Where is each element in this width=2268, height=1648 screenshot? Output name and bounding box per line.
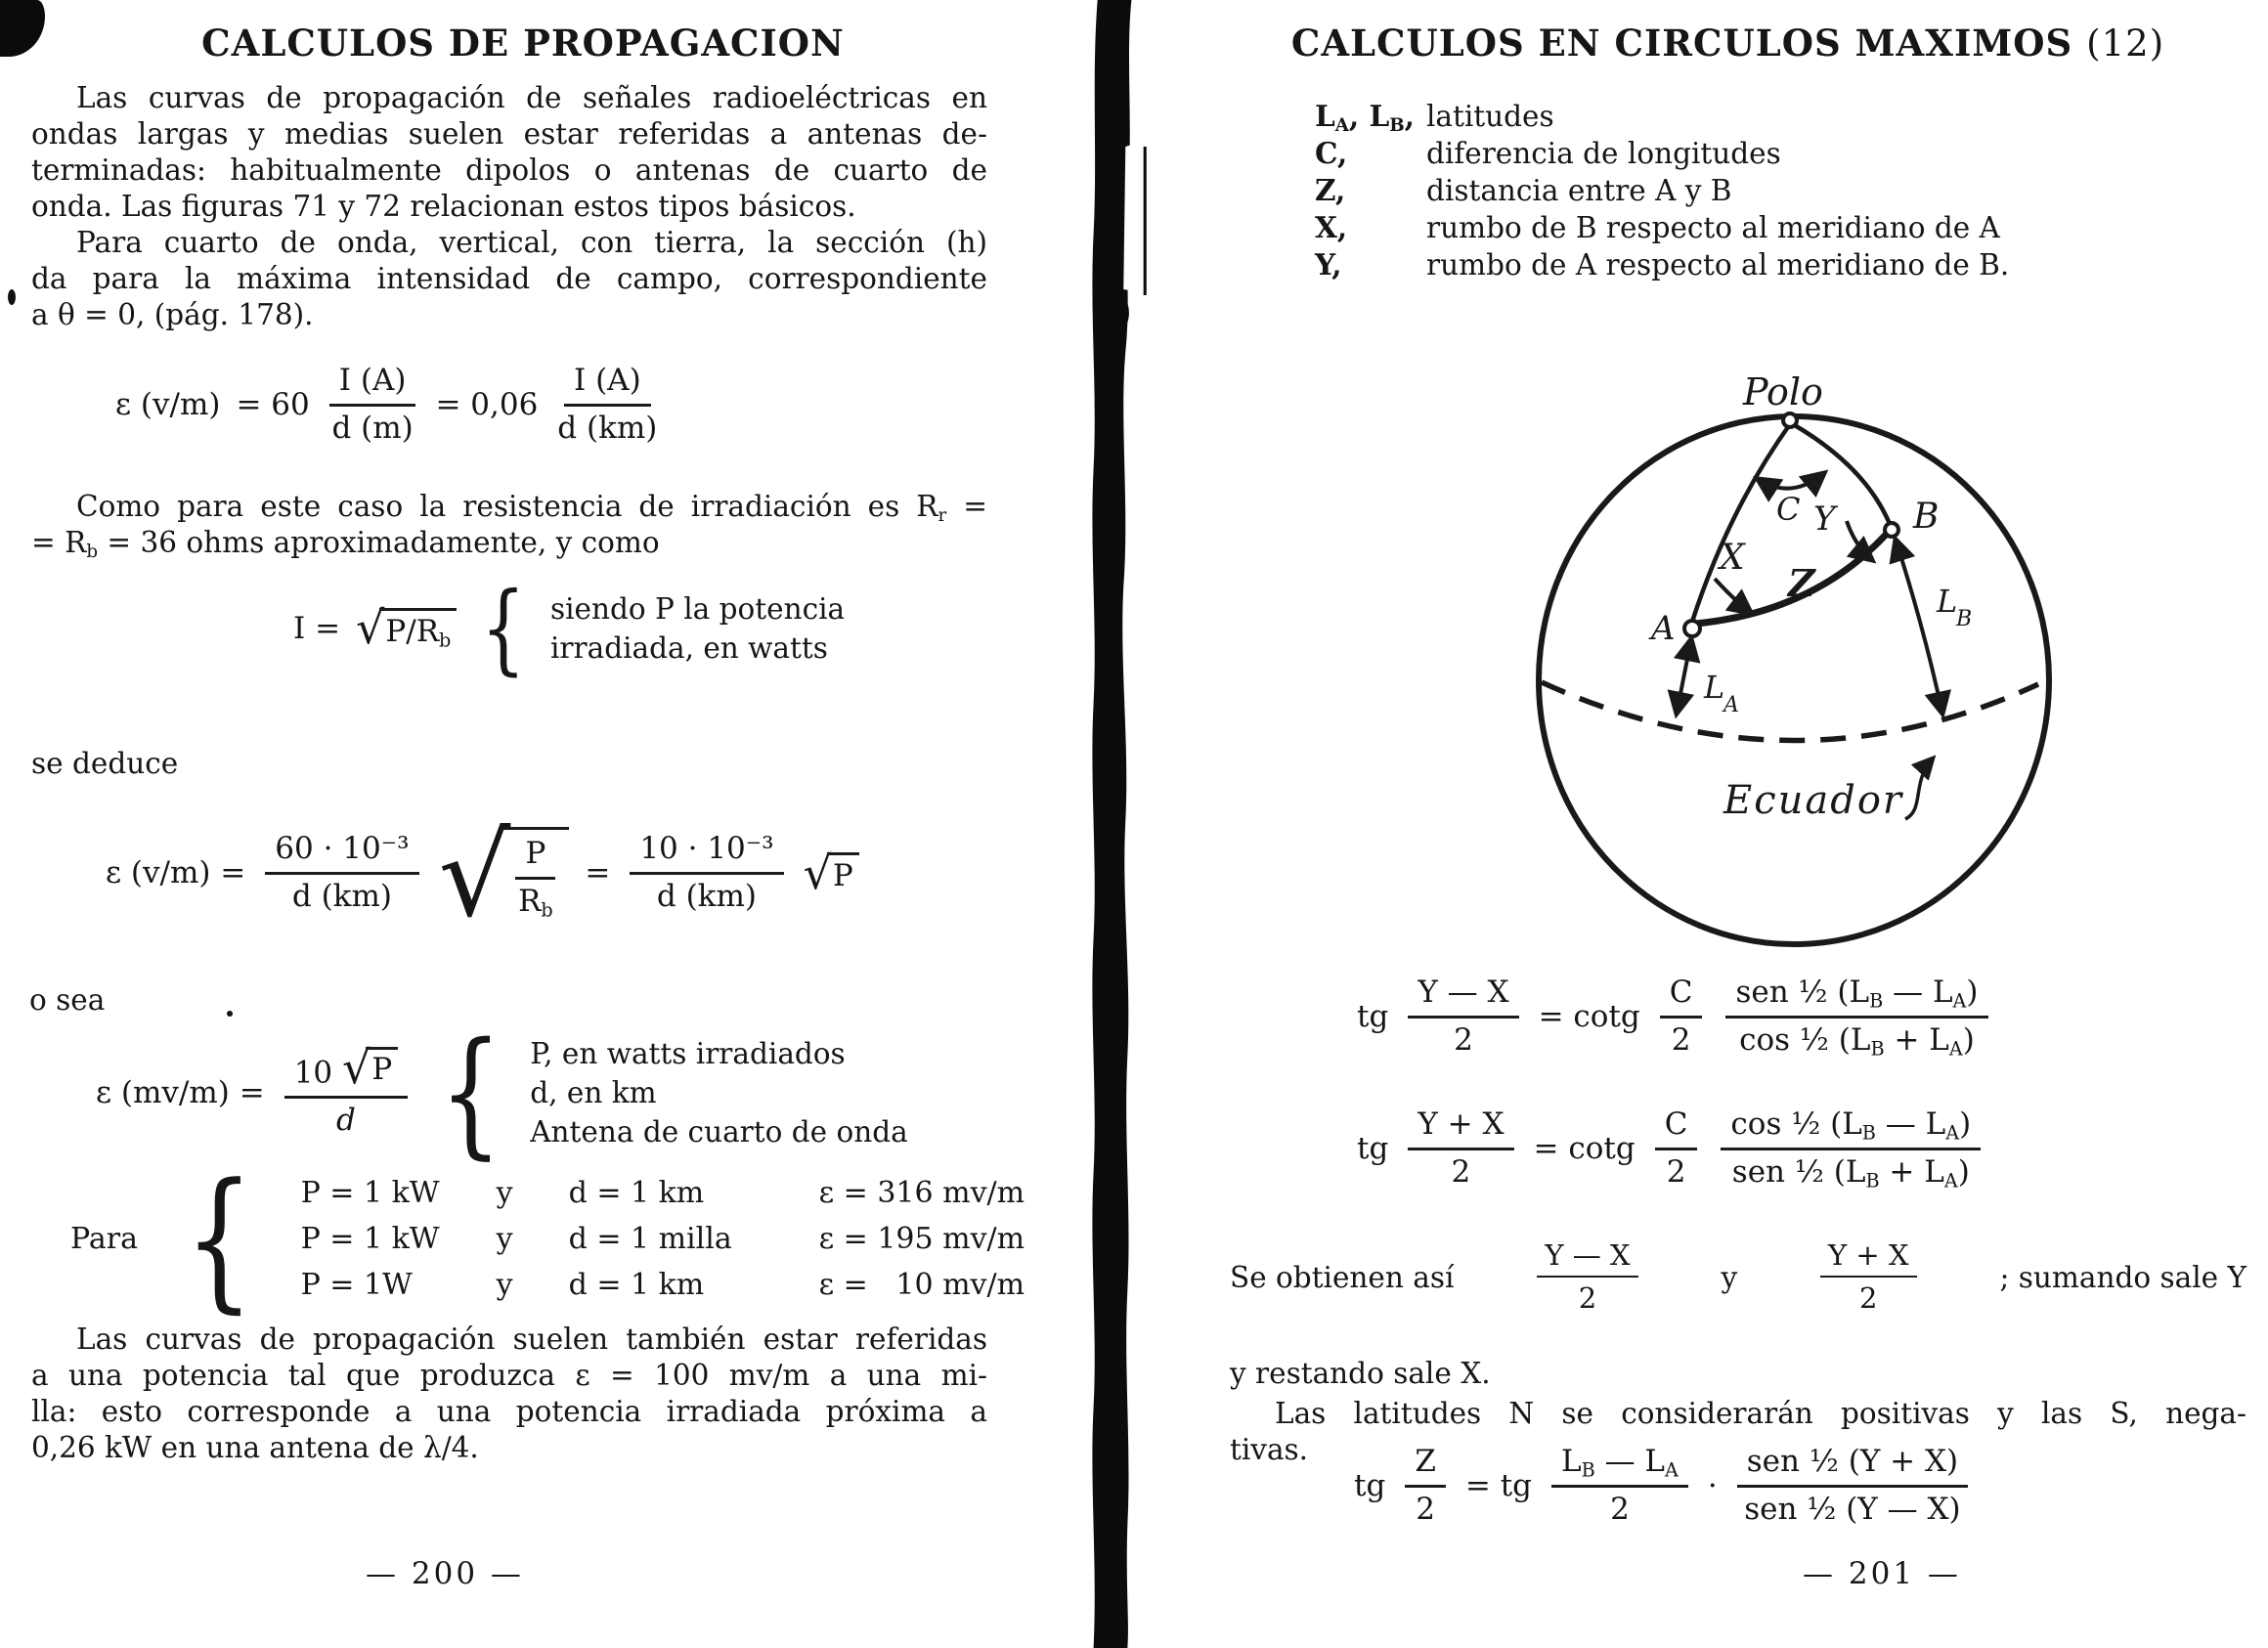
eq-op: = cotg <box>1538 999 1640 1035</box>
scan-speck <box>8 289 16 305</box>
fraction <box>1655 1107 1698 1190</box>
point-B <box>1885 523 1898 537</box>
brace: { <box>481 571 527 685</box>
definition-term: X, <box>1315 210 1348 244</box>
cases-table <box>301 1176 1025 1302</box>
eq-lhs: tg <box>1357 999 1389 1035</box>
paragraph-resistance <box>31 489 987 561</box>
fraction-numerator: Y + X <box>1820 1239 1917 1278</box>
binding-gutter <box>1068 0 1157 1648</box>
fraction-numerator: sen ½ (Y + X) <box>1737 1445 1968 1488</box>
text-line: Las curvas de propagación de señales radioeléctricas en <box>76 81 987 114</box>
text-line: da para la máxima intensidad de campo, correspondiente <box>31 262 987 295</box>
brace: { <box>439 1013 502 1173</box>
eq-lhs: ε (v/m) <box>115 387 221 423</box>
fraction-denominator: d (km) <box>557 410 658 446</box>
fraction-numerator: Y + X <box>1408 1107 1513 1150</box>
note-line: P, en watts irradiados <box>530 1037 846 1070</box>
numerator-coefficient: 10 <box>293 1055 342 1091</box>
fraction <box>1660 976 1703 1058</box>
fraction <box>515 836 555 922</box>
meridian-B <box>1793 424 1890 524</box>
point-A <box>1684 621 1700 636</box>
text-fragment: ; sumando sale Y <box>1999 1260 2246 1294</box>
eq-lhs: ε (mv/m) = <box>96 1075 265 1110</box>
definition-term: Z, <box>1315 173 1346 207</box>
label-LB-sub: B <box>1956 607 1973 631</box>
label-A: A <box>1651 609 1676 648</box>
fraction-numerator: P <box>515 837 555 880</box>
eq-lhs: I = <box>293 610 341 646</box>
right-page-title <box>1207 22 2248 65</box>
latitude-arrow-A <box>1677 639 1691 714</box>
right-page-title-number: (12) <box>2086 22 2165 65</box>
right-page-title-text: CALCULOS EN CIRCULOS MAXIMOS <box>1290 22 2073 65</box>
note-line: siendo P la potencia <box>549 591 846 626</box>
equation-millivolt <box>96 1013 908 1173</box>
fraction <box>1405 1445 1446 1527</box>
eq-lhs: tg <box>1354 1468 1386 1504</box>
sphere-diagram <box>1491 371 2126 987</box>
label-Z: Z <box>1788 561 1815 605</box>
fraction <box>265 832 418 914</box>
text-line: tivas. <box>1230 1433 1309 1466</box>
note-line: irradiada, en watts <box>549 630 828 665</box>
text-se-obtienen <box>1230 1239 2246 1316</box>
fraction-numerator: 10 · 10⁻³ <box>630 832 783 875</box>
fraction <box>284 1040 408 1139</box>
equation-current <box>293 571 846 685</box>
radical-sign: √ <box>438 809 511 942</box>
text-line: Para cuarto de onda, vertical, con tierra, la sección (h) <box>76 226 987 259</box>
fraction-denominator: 2 <box>1454 1021 1473 1058</box>
definition-term: Y, <box>1315 247 1342 282</box>
fraction-numerator: Y — X <box>1537 1239 1637 1278</box>
eq-op: · <box>1707 1468 1718 1504</box>
equation-deduced <box>106 809 859 942</box>
fraction <box>630 832 783 914</box>
square-root <box>356 601 457 655</box>
definition-text: distancia entre A y B <box>1426 174 1732 207</box>
fraction-denominator: d (km) <box>291 878 392 914</box>
radical-sign: √ <box>356 601 385 655</box>
equation-tg-YmX <box>1357 975 1992 1061</box>
table-cell: ε = 195 mv/m <box>818 1222 1025 1257</box>
fraction <box>1537 1239 1637 1316</box>
page-number-left: — 200 — <box>366 1556 524 1591</box>
text-line: 0,26 kW en una antena de λ/4. <box>31 1431 479 1464</box>
label-polo: Polo <box>1743 371 1823 413</box>
text-fragment: Se obtienen así <box>1230 1260 1455 1294</box>
eq-lhs: tg <box>1357 1131 1389 1167</box>
text-line: Como para este caso la resistencia de irradiación es $R_r$ = <box>76 490 987 527</box>
eq-op: = <box>585 855 611 891</box>
radicand: P <box>827 852 859 893</box>
paragraph-quarter-wave <box>31 225 987 333</box>
square-root <box>342 1040 398 1094</box>
fraction-denominator: d (km) <box>656 878 757 914</box>
fraction <box>1820 1239 1917 1316</box>
table-cell: y <box>496 1268 513 1303</box>
example-cases <box>70 1150 1025 1327</box>
definition-row <box>1315 98 2253 135</box>
text-line: terminadas: habitualmente dipolos o antenas de cuarto de <box>31 153 987 187</box>
definition-text: rumbo de A respecto al meridiano de B. <box>1426 248 2010 282</box>
fraction-numerator: sen ½ ($L_B$ — $L_A$) <box>1725 976 1987 1019</box>
definition-term: $L_A$, $L_B$, <box>1315 99 1415 137</box>
definition-text: diferencia de longitudes <box>1426 137 1781 170</box>
equator-dashed <box>1542 682 2038 741</box>
table-cell: ε = 316 mv/m <box>818 1176 1025 1211</box>
definition-term: C, <box>1315 136 1348 170</box>
fraction <box>557 364 657 446</box>
label-LB-main: L <box>1937 583 1958 620</box>
note-line: Antena de cuarto de onda <box>530 1115 908 1149</box>
fraction-denominator: d <box>336 1103 356 1139</box>
text-line: onda. Las figuras 71 y 72 relacionan estos tipos básicos. <box>31 190 856 223</box>
square-root <box>438 809 570 942</box>
table-cell: ε = 10 mv/m <box>818 1268 1025 1303</box>
text-line: = $R_b = 36$ ohms aproximadamente, y como <box>31 526 660 563</box>
label-X: X <box>1720 538 1745 578</box>
text-fragment: y <box>1721 1260 1738 1294</box>
fraction-denominator: 2 <box>1610 1491 1630 1527</box>
symbol-definitions <box>1315 98 2253 283</box>
radical-sign: √ <box>803 846 832 899</box>
fraction <box>1721 1106 1981 1193</box>
fraction <box>1725 975 1987 1061</box>
fraction-numerator: I (A) <box>329 364 416 407</box>
text-o-sea: o sea <box>29 983 106 1017</box>
table-cell: y <box>496 1176 513 1211</box>
latitude-arrow-B <box>1896 540 1942 714</box>
paragraph-intro <box>31 80 987 225</box>
label-LA-main: L <box>1704 669 1725 706</box>
text-line: Las latitudes N se considerarán positivas y las S, nega- <box>1275 1397 2246 1430</box>
text-line: Las curvas de propagación suelen también estar referidas <box>76 1323 987 1356</box>
square-root <box>803 846 859 899</box>
fraction-denominator: $R_b$ <box>518 883 553 922</box>
eq-op: = tg <box>1464 1468 1532 1504</box>
text-restando: y restando sale X. <box>1230 1357 1491 1390</box>
fraction-denominator: 2 <box>1859 1281 1878 1316</box>
binding-gutter-art <box>1068 0 1157 1648</box>
fraction-denominator: 2 <box>1578 1281 1597 1316</box>
label-LA-sub: A <box>1723 693 1739 717</box>
angle-Y-arc <box>1847 521 1872 560</box>
eq-op: = 0,06 <box>435 387 539 423</box>
definition-text: latitudes <box>1426 100 1554 133</box>
radical-sign: √ <box>342 1040 371 1094</box>
radicand <box>502 827 569 922</box>
radicand: $P/R_b$ <box>379 608 457 649</box>
fraction-denominator: 2 <box>1666 1153 1686 1190</box>
text-line: a una potencia tal que produzca ε = 100 mv/m a una mi- <box>31 1359 987 1392</box>
paragraph-curves <box>31 1322 987 1466</box>
equation-tg-YpX <box>1357 1106 1984 1193</box>
definition-row <box>1315 246 2253 283</box>
eq-lhs: ε (v/m) = <box>106 855 246 891</box>
equation-note <box>530 1034 907 1151</box>
fraction-numerator: Y — X <box>1408 976 1518 1019</box>
fraction-denominator: d (m) <box>331 410 414 446</box>
table-cell: y <box>496 1222 513 1257</box>
text-line: ondas largas y medias suelen estar referidas a antenas de- <box>31 117 987 151</box>
fraction-numerator: C <box>1660 976 1703 1019</box>
label-B: B <box>1913 497 1940 537</box>
eq-op: = cotg <box>1533 1131 1636 1167</box>
fraction-numerator: I (A) <box>564 364 651 407</box>
fraction-denominator: 2 <box>1416 1491 1435 1527</box>
brace: { <box>184 1150 254 1327</box>
angle-X-arc <box>1715 579 1751 613</box>
eq-op: = 60 <box>236 387 310 423</box>
page-number-right: — 201 — <box>1803 1556 1961 1591</box>
table-cell: P = 1 kW <box>300 1222 440 1257</box>
fraction-denominator: cos ½ $(L_B + L_A)$ <box>1739 1021 1975 1061</box>
text-se-deduce: se deduce <box>31 747 179 780</box>
pole-point <box>1783 413 1797 427</box>
fraction <box>1408 976 1518 1058</box>
left-page-title: CALCULOS DE PROPAGACION <box>201 22 845 65</box>
label-Y: Y <box>1813 499 1836 539</box>
fraction <box>1737 1445 1968 1527</box>
text-line: lla: esto corresponde a una potencia irradiada próxima a <box>31 1395 987 1428</box>
fraction-denominator: 2 <box>1451 1153 1471 1190</box>
label-ecuador: Ecuador <box>1723 778 1904 823</box>
fraction-denominator: sen ½ (Y — X) <box>1744 1491 1961 1527</box>
definition-row <box>1315 135 2253 172</box>
equation-note <box>550 589 845 668</box>
table-cell: P = 1W <box>300 1268 413 1303</box>
table-cell: P = 1 kW <box>300 1176 440 1211</box>
great-circle-figure <box>1491 371 2126 987</box>
radicand: P <box>366 1047 398 1088</box>
text-line: a θ = 0, (pág. 178). <box>31 298 314 331</box>
fraction <box>1408 1107 1513 1190</box>
scan-speck <box>227 1011 233 1017</box>
table-cell: d = 1 km <box>568 1268 705 1303</box>
equation-tg-Z <box>1354 1445 1972 1527</box>
fraction-numerator: cos ½ ($L_B$ — $L_A$) <box>1721 1107 1981 1150</box>
fraction-numerator: Z <box>1405 1445 1446 1488</box>
definition-row <box>1315 209 2253 246</box>
equation-field-strength <box>115 364 661 446</box>
fraction-numerator: C <box>1655 1107 1698 1150</box>
cases-label: Para <box>70 1222 138 1257</box>
fraction-numerator <box>284 1040 408 1099</box>
fraction <box>1551 1445 1688 1527</box>
equator-pointer-squiggle <box>1905 759 1933 819</box>
label-C: C <box>1776 491 1801 528</box>
definition-text: rumbo de B respecto al meridiano de A <box>1426 211 2000 244</box>
fraction-numerator: 60 · 10⁻³ <box>265 832 418 875</box>
meridian-A <box>1692 424 1790 622</box>
fraction-denominator: sen ½ $(L_B + L_A)$ <box>1731 1153 1970 1193</box>
table-cell: d = 1 km <box>568 1176 705 1211</box>
note-line: d, en km <box>530 1076 657 1109</box>
table-cell: d = 1 milla <box>568 1222 732 1257</box>
definition-row <box>1315 172 2253 209</box>
fraction <box>329 364 416 446</box>
angle-C-arc <box>1758 473 1824 489</box>
fraction-numerator: $L_B$ — $L_A$ <box>1551 1445 1688 1488</box>
fraction-denominator: 2 <box>1671 1021 1691 1058</box>
